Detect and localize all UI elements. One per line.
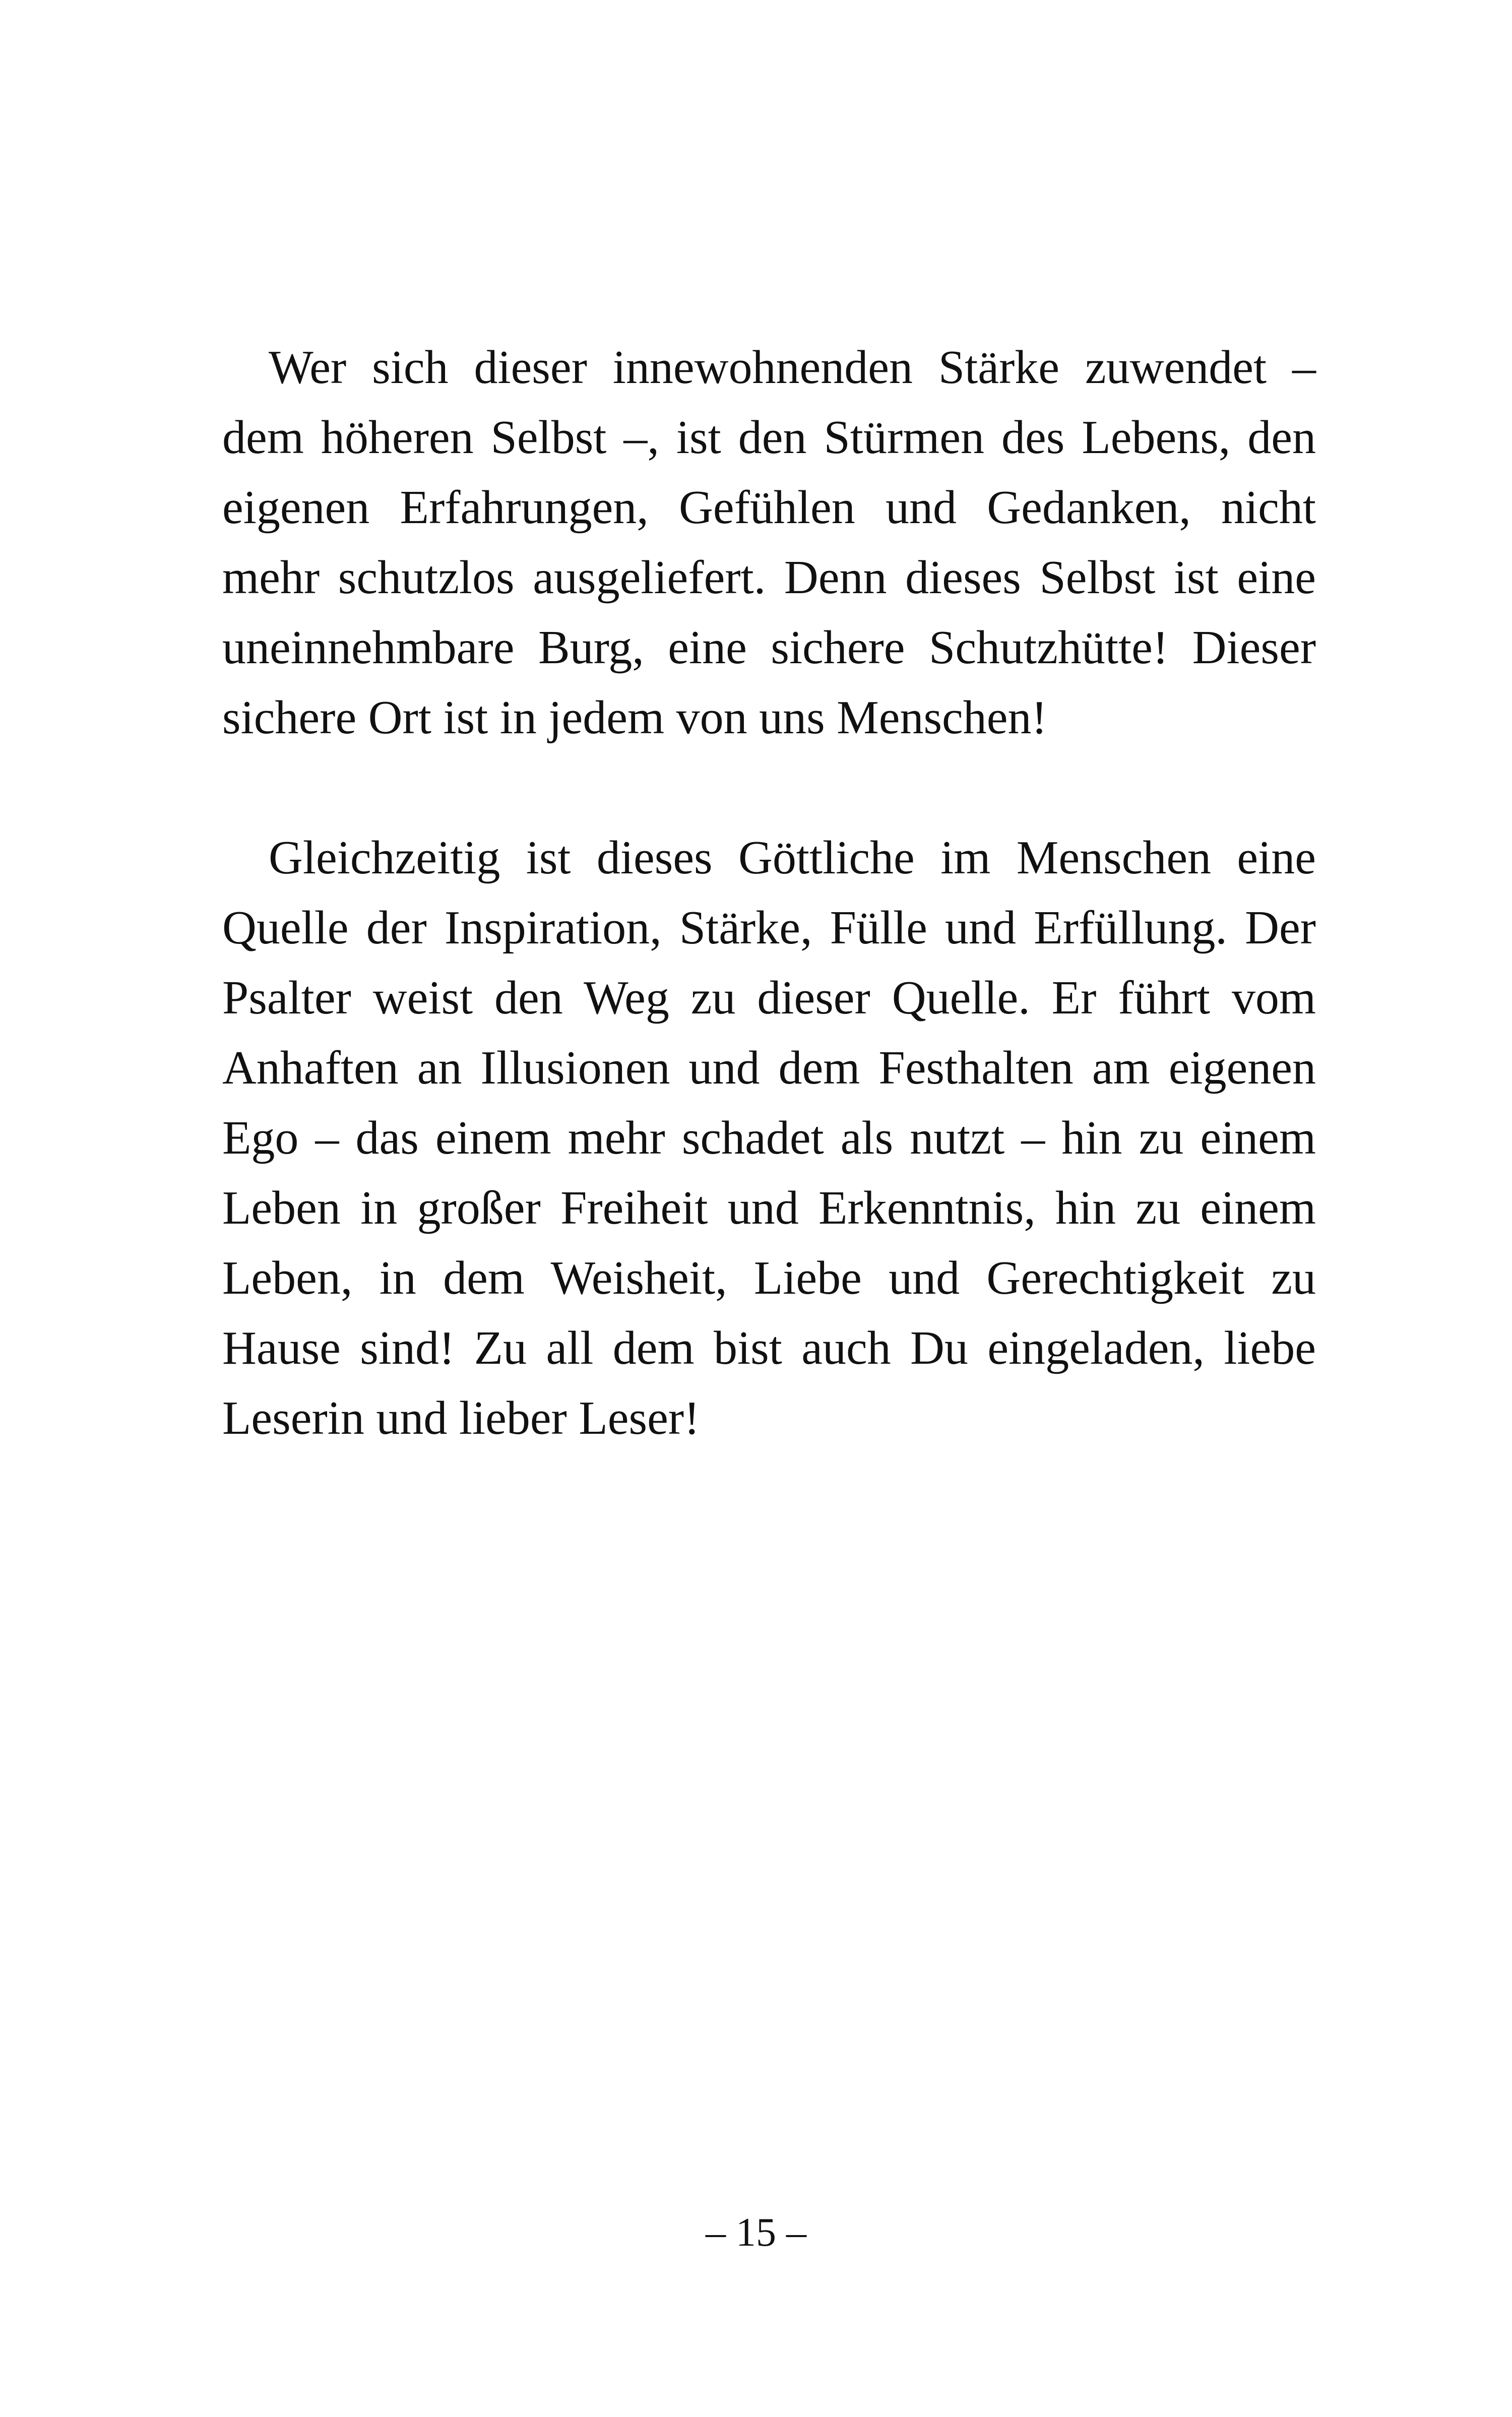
body-text <box>222 333 1316 1453</box>
text-line: Leserin und lieber Leser! <box>222 1392 700 1444</box>
page-number: – 15 – <box>706 2210 806 2255</box>
text-line: Quelle der Inspiration, Stärke, Fülle und Erfüllung. Der <box>222 902 1316 954</box>
text-line: Leben, in dem Weisheit, Liebe und Gerechtigkeit zu <box>222 1252 1316 1304</box>
text-line: eigenen Erfahrungen, Gefühlen und Gedanken, nicht <box>222 481 1316 534</box>
text-line: Hause sind! Zu all dem bist auch Du eingeladen, liebe <box>222 1322 1316 1374</box>
text-line: Psalter weist den Weg zu dieser Quelle. Er führt vom <box>222 972 1316 1024</box>
text-line: sichere Ort ist in jedem von uns Menschen! <box>222 691 1047 744</box>
text-line: Leben in großer Freiheit und Erkenntnis, hin zu einem <box>222 1182 1316 1234</box>
text-line: Gleichzeitig ist dieses Göttliche im Menschen eine <box>269 832 1316 884</box>
paragraph-1 <box>222 333 1316 753</box>
text-line: mehr schutzlos ausgeliefert. Denn dieses Selbst ist eine <box>222 551 1316 604</box>
text-line: uneinnehmbare Burg, eine sichere Schutzhütte! Dieser <box>222 621 1316 674</box>
text-line: Anhaften an Illusionen und dem Festhalten am eigenen <box>222 1042 1316 1094</box>
text-line: dem höheren Selbst –, ist den Stürmen des Lebens, den <box>222 411 1316 464</box>
paragraph-2 <box>222 823 1316 1453</box>
text-line: Ego – das einem mehr schadet als nutzt – hin zu einem <box>222 1112 1316 1164</box>
text-line: Wer sich dieser innewohnenden Stärke zuwendet – <box>269 341 1316 394</box>
